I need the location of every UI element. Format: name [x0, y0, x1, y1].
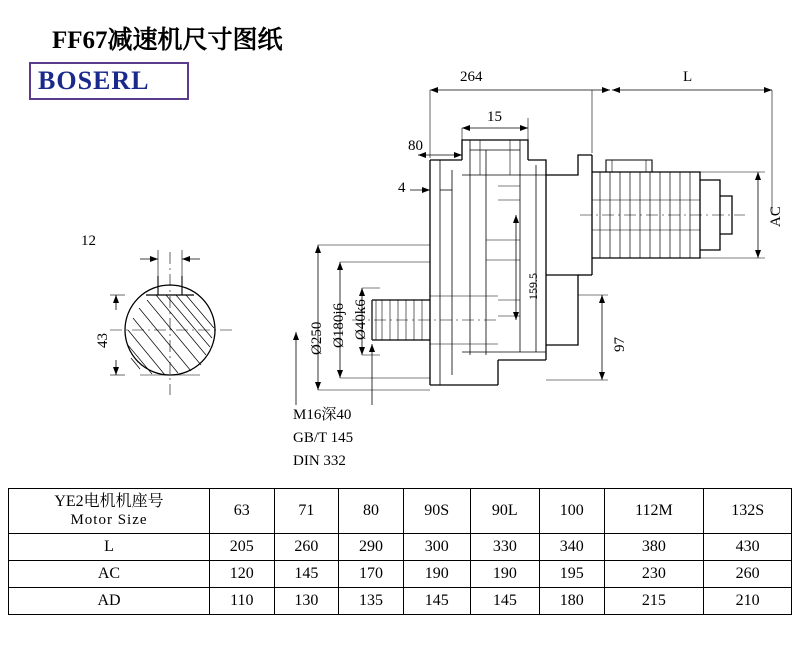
output-shaft — [352, 300, 500, 340]
table-cell: 110 — [210, 588, 275, 615]
table-row-label: AC — [9, 561, 210, 588]
note-standard-gbt: GB/T 145 — [293, 430, 354, 446]
table-cell: 430 — [704, 534, 792, 561]
dim-label-4: 4 — [398, 180, 406, 196]
table-cell: 215 — [604, 588, 704, 615]
table-cell: 170 — [339, 561, 404, 588]
table-cell: 205 — [210, 534, 275, 561]
shaft-end-view — [110, 250, 232, 395]
dim-label-159-5: 159.5 — [526, 273, 540, 300]
table-header-cell: 90L — [470, 489, 539, 534]
table-cell: 190 — [470, 561, 539, 588]
motor-size-table — [8, 488, 792, 615]
table-cell: 145 — [403, 588, 470, 615]
table-header-cell: 71 — [274, 489, 339, 534]
note-thread-spec: M16深40 — [293, 407, 352, 423]
table-row — [9, 588, 792, 615]
table-header-row — [9, 489, 792, 534]
dim-label-dia-250: Ø250 — [309, 321, 325, 355]
table-header-label-en: Motor Size — [70, 511, 148, 528]
note-standard-din: DIN 332 — [293, 453, 346, 469]
table-header-label — [9, 489, 210, 534]
table-header-label-cn: YE2电机机座号 — [54, 493, 164, 511]
table-cell: 190 — [403, 561, 470, 588]
page-title: FF67减速机尺寸图纸 — [52, 27, 283, 54]
table-row-label: AD — [9, 588, 210, 615]
table-header-cell: 63 — [210, 489, 275, 534]
table-cell: 135 — [339, 588, 404, 615]
table-cell: 260 — [274, 534, 339, 561]
table-header-cell: 100 — [539, 489, 604, 534]
table-cell: 290 — [339, 534, 404, 561]
dim-label-L: L — [683, 69, 693, 85]
table-row-label: L — [9, 534, 210, 561]
table-cell: 340 — [539, 534, 604, 561]
table-header-cell: 90S — [403, 489, 470, 534]
table-cell: 380 — [604, 534, 704, 561]
table-cell: 145 — [274, 561, 339, 588]
table-cell: 195 — [539, 561, 604, 588]
table-header-cell: 132S — [704, 489, 792, 534]
dim-label-264: 264 — [460, 69, 483, 85]
table-row — [9, 534, 792, 561]
table-cell: 300 — [403, 534, 470, 561]
motor — [580, 160, 745, 258]
dim-label-dia-180: Ø180j6 — [331, 303, 347, 348]
dim-label-AC: AC — [768, 206, 784, 227]
table-cell: 260 — [704, 561, 792, 588]
table-cell: 130 — [274, 588, 339, 615]
table-header-cell: 112M — [604, 489, 704, 534]
dim-label-97: 97 — [612, 337, 628, 352]
dim-label-15: 15 — [487, 109, 502, 125]
dim-label-43: 43 — [95, 333, 111, 348]
table-cell: 120 — [210, 561, 275, 588]
dim-label-12: 12 — [81, 233, 96, 249]
table-cell: 330 — [470, 534, 539, 561]
dim-label-80: 80 — [408, 138, 423, 154]
table-row — [9, 561, 792, 588]
table-cell: 210 — [704, 588, 792, 615]
main-assembly-view — [293, 87, 772, 405]
table-header-cell: 80 — [339, 489, 404, 534]
table-cell: 180 — [539, 588, 604, 615]
table-cell: 230 — [604, 561, 704, 588]
table-cell: 145 — [470, 588, 539, 615]
dim-label-dia-40: Ø40k6 — [353, 299, 369, 340]
logo-text: BOSERL — [38, 66, 150, 95]
